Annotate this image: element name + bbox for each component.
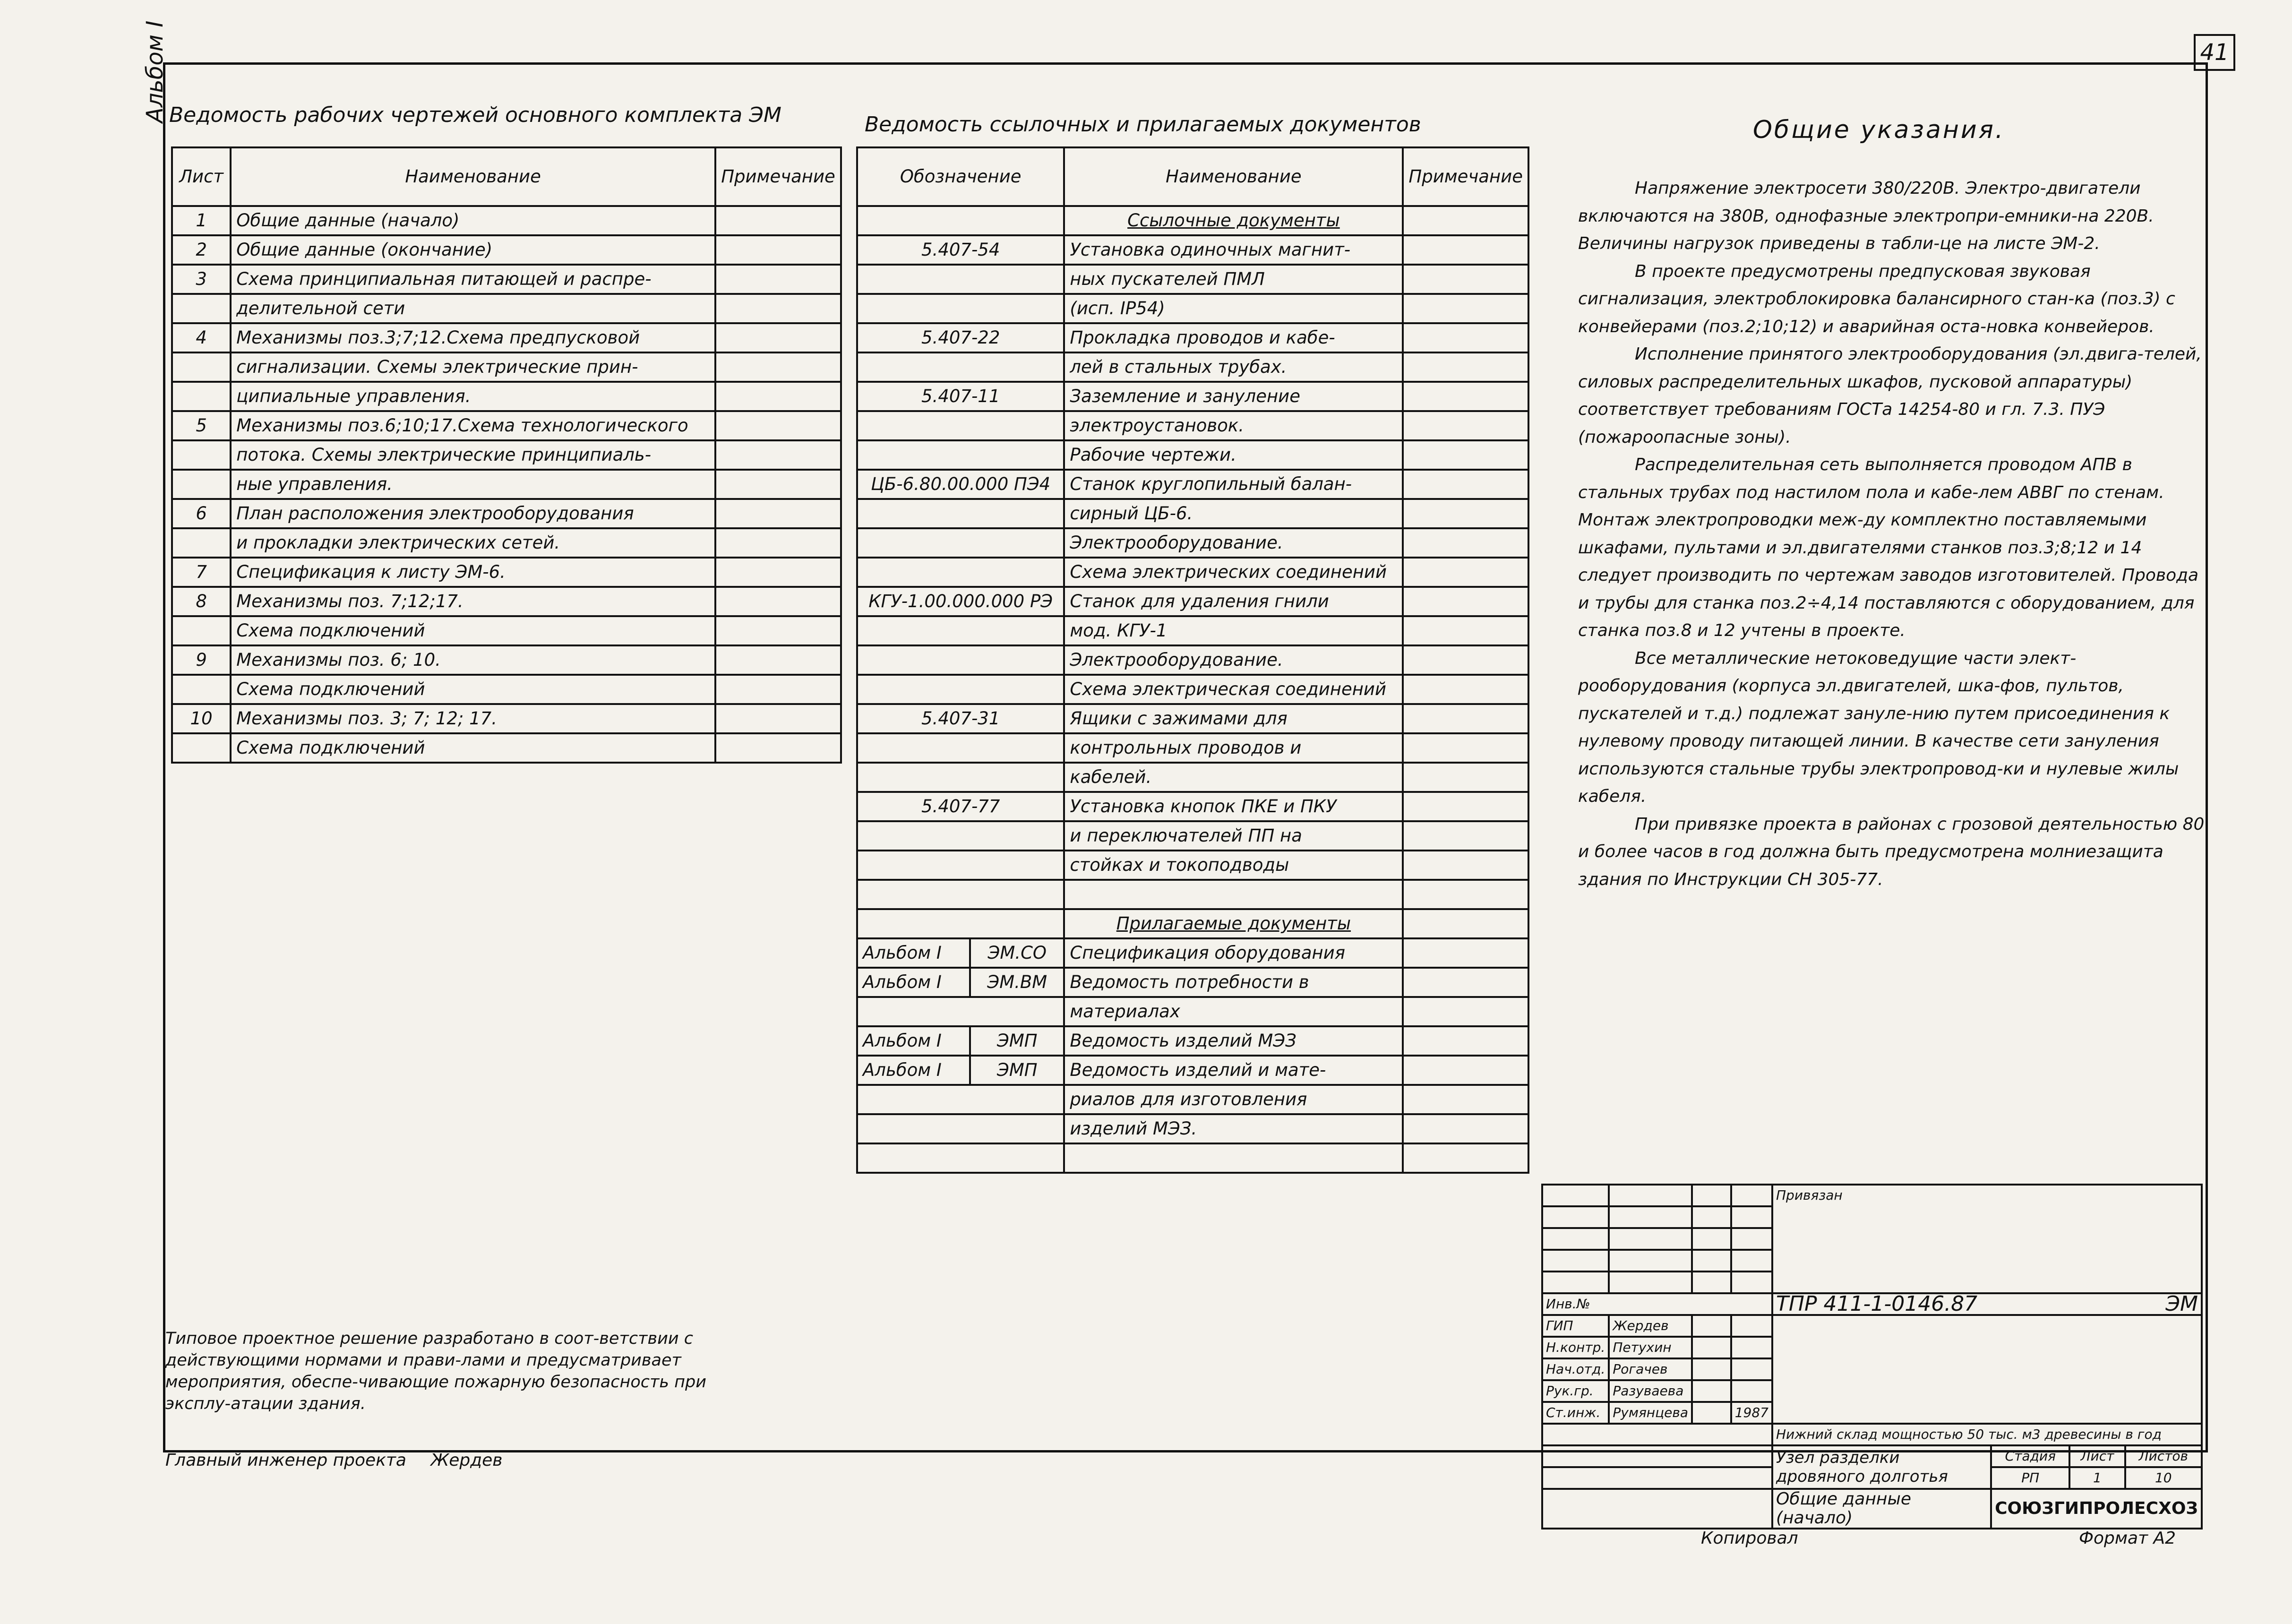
ref-name: Электрооборудование. — [1064, 645, 1403, 675]
table-row — [857, 763, 1528, 792]
table-row — [172, 499, 841, 528]
ref-name: изделий МЭЗ. — [1064, 1114, 1403, 1143]
sheet-name: Общие данные (окончание) — [231, 235, 715, 265]
sheet-list-table — [171, 146, 842, 764]
table-row — [172, 528, 841, 558]
sheet-note — [715, 558, 841, 587]
signature — [1692, 1380, 1731, 1402]
table-row — [172, 352, 841, 382]
table-row — [172, 704, 841, 733]
sheet-number: 4 — [172, 323, 231, 352]
table-row — [857, 1143, 1528, 1173]
ref-code — [857, 440, 1064, 470]
sheet-note — [715, 294, 841, 323]
signature — [1692, 1402, 1731, 1424]
ref-name: сирный ЦБ-6. — [1064, 499, 1403, 528]
ref-code — [857, 1114, 1064, 1143]
role: Рук.гр. — [1542, 1380, 1609, 1402]
chief-engineer — [165, 1451, 502, 1470]
table-row — [172, 558, 841, 587]
ref-code — [857, 1085, 1064, 1114]
ref-code: Альбом I — [857, 968, 970, 997]
ref-code — [857, 675, 1064, 704]
ref-name: Ведомость потребности в — [1064, 968, 1403, 997]
ref-code — [857, 880, 1064, 909]
table-row — [857, 587, 1528, 616]
ref-name: Станок круглопильный балан- — [1064, 470, 1403, 499]
ref-note — [1403, 968, 1528, 997]
signature-row — [1542, 1315, 2202, 1337]
general-note-paragraph: Все металлические нетоковедущие части элект-рооборудования (корпуса эл.двигателей, шка-фов, пультов, пускателей и т.д.) подлежат зануле-нию путем присоединения к нулевому проводу питающей линии. В качестве сети зануления используются стальные трубы электропровод-ки и нулевые жилы кабеля. — [1578, 648, 2179, 806]
ref-name: мод. КГУ-1 — [1064, 616, 1403, 645]
ref-code — [857, 616, 1064, 645]
ref-note — [1403, 792, 1528, 821]
sheet-number: 1 — [172, 206, 231, 235]
sheet-number: 10 — [172, 704, 231, 733]
ref-name: Прокладка проводов и кабе- — [1064, 323, 1403, 352]
title-block — [1541, 1184, 2203, 1529]
sheet-note — [715, 323, 841, 352]
table-row — [857, 382, 1528, 411]
ref-name: Ведомость изделий МЭЗ — [1064, 1026, 1403, 1056]
sheet-name: Механизмы поз. 7;12;17. — [231, 587, 715, 616]
ref-code — [857, 733, 1064, 763]
ref-note — [1403, 265, 1528, 294]
table-row — [857, 323, 1528, 352]
sheet-name: делительной сети — [231, 294, 715, 323]
sheet-note — [715, 499, 841, 528]
sheet-name: Схема подключений — [231, 675, 715, 704]
ref-code: Альбом I — [857, 938, 970, 968]
ref-note — [1403, 1026, 1528, 1056]
ref-code: Альбом I — [857, 1056, 970, 1085]
ref-note — [1403, 440, 1528, 470]
sheet-name: Механизмы поз. 6; 10. — [231, 645, 715, 675]
sheet-number: 2 — [172, 235, 231, 265]
general-notes — [1578, 175, 2206, 894]
signature — [1692, 1358, 1731, 1380]
ref-note — [1403, 733, 1528, 763]
table-row — [857, 1114, 1528, 1143]
sheet-note — [715, 265, 841, 294]
unit-name: Узел разделки дровяного долготья — [1772, 1445, 1991, 1489]
sheet-number: 7 — [172, 558, 231, 587]
ref-code: 5.407-54 — [857, 235, 1064, 265]
table-row — [172, 323, 841, 352]
table-row — [857, 704, 1528, 733]
sheet-name: Механизмы поз.3;7;12.Схема предпусковой — [231, 323, 715, 352]
ref-code — [857, 851, 1064, 880]
ref-name: Установка одиночных магнит- — [1064, 235, 1403, 265]
signature — [1692, 1337, 1731, 1358]
ref-code — [857, 1143, 1064, 1173]
table-row — [172, 440, 841, 470]
sheet-note — [715, 382, 841, 411]
table-row — [857, 499, 1528, 528]
sheet-name: Механизмы поз.6;10;17.Схема технологического — [231, 411, 715, 440]
general-note-paragraph: Напряжение электросети 380/220В. Электро-двигатели включаются на 380В, однофазные электропри-емники-на 220В. Величины нагрузок приведены в табли-це на листе ЭМ-2. — [1578, 179, 2154, 253]
table-row — [172, 675, 841, 704]
ref-code: 5.407-31 — [857, 704, 1064, 733]
ref-code — [857, 821, 1064, 851]
ref-name: кабелей. — [1064, 763, 1403, 792]
ref-code — [857, 558, 1064, 587]
table-row — [172, 411, 841, 440]
table-row — [857, 411, 1528, 440]
doc-mark: ЭМ — [2165, 1293, 2198, 1315]
ref-name: Установка кнопок ПКЕ и ПКУ — [1064, 792, 1403, 821]
ref-name: Ссылочные документы — [1064, 206, 1403, 235]
ref-name: и переключателей ПП на — [1064, 821, 1403, 851]
sheet-name: и прокладки электрических сетей. — [231, 528, 715, 558]
ref-code — [857, 411, 1064, 440]
sheet-note — [715, 733, 841, 763]
ref-list-title: Ведомость ссылочных и прилагаемых документов — [865, 112, 1421, 137]
role: Ст.инж. — [1542, 1402, 1609, 1424]
ref-name: риалов для изготовления — [1064, 1085, 1403, 1114]
sheets-label: Листов — [2125, 1445, 2202, 1467]
sheet-number — [172, 733, 231, 763]
sheet-number: 6 — [172, 499, 231, 528]
sheet-name: Схема принципиальная питающей и распре- — [231, 265, 715, 294]
doc-title: Общие данные (начало) — [1772, 1489, 1991, 1529]
ref-name: контрольных проводов и — [1064, 733, 1403, 763]
organization: СОЮЗГИПРОЛЕСХОЗ — [1991, 1489, 2202, 1529]
table-row — [857, 294, 1528, 323]
ref-code: 5.407-22 — [857, 323, 1064, 352]
table-row — [857, 206, 1528, 235]
ref-note — [1403, 1143, 1528, 1173]
stage-value: РП — [1991, 1467, 2069, 1489]
ref-code: 5.407-11 — [857, 382, 1064, 411]
ref-note — [1403, 675, 1528, 704]
table-row — [172, 587, 841, 616]
role: Нач.отд. — [1542, 1358, 1609, 1380]
ref-note — [1403, 411, 1528, 440]
ref-note — [1403, 352, 1528, 382]
format-label: Формат А2 — [2079, 1529, 2176, 1548]
ref-mark: ЭМП — [970, 1026, 1064, 1056]
table-row — [857, 1056, 1528, 1085]
ref-list-table — [856, 146, 1529, 1174]
table-row — [857, 938, 1528, 968]
table-row — [857, 470, 1528, 499]
ref-note — [1403, 206, 1528, 235]
sheet-name: потока. Схемы электрические принципиаль- — [231, 440, 715, 470]
table-row — [172, 645, 841, 675]
table-row — [857, 1026, 1528, 1056]
role: Н.контр. — [1542, 1337, 1609, 1358]
table-row — [172, 470, 841, 499]
sheet-name: Спецификация к листу ЭМ-6. — [231, 558, 715, 587]
ref-code — [857, 294, 1064, 323]
table-row — [857, 997, 1528, 1026]
ref-mark: ЭМ.ВМ — [970, 968, 1064, 997]
person-name: Румянцева — [1609, 1402, 1692, 1424]
table-row — [857, 851, 1528, 880]
table-row — [172, 616, 841, 645]
col-header: Наименование — [1064, 147, 1403, 206]
ref-code — [857, 206, 1064, 235]
table-row — [857, 880, 1528, 909]
sheet-name: ципиальные управления. — [231, 382, 715, 411]
sheet-number: 3 — [172, 265, 231, 294]
sheet-note — [715, 206, 841, 235]
sheet-note — [715, 675, 841, 704]
table-row — [172, 382, 841, 411]
sheet-note — [715, 352, 841, 382]
ref-code — [857, 528, 1064, 558]
table-row — [172, 265, 841, 294]
sheet-number: 8 — [172, 587, 231, 616]
sheet-value: 1 — [2069, 1467, 2125, 1489]
doc-code: ТПР 411-1-0146.87 — [1776, 1293, 1978, 1315]
table-row — [857, 675, 1528, 704]
table-row — [857, 352, 1528, 382]
ref-name: Станок для удаления гнили — [1064, 587, 1403, 616]
ref-note — [1403, 528, 1528, 558]
sheet-number — [172, 440, 231, 470]
ref-note — [1403, 382, 1528, 411]
sheet-number — [172, 528, 231, 558]
ref-name: Спецификация оборудования — [1064, 938, 1403, 968]
ref-note — [1403, 704, 1528, 733]
table-row — [857, 792, 1528, 821]
ref-name — [1064, 1143, 1403, 1173]
ref-name: Схема электрическая соединений — [1064, 675, 1403, 704]
col-header: Лист — [172, 147, 231, 206]
ref-mark: ЭМ.СО — [970, 938, 1064, 968]
person-name: Разуваева — [1609, 1380, 1692, 1402]
ref-code: КГУ-1.00.000.000 РЭ — [857, 587, 1064, 616]
ref-note — [1403, 323, 1528, 352]
general-note-paragraph: Исполнение принятого электрооборудования (эл.двига-телей, силовых распределительных шкафов, пусковой аппаратуры) соответствует требованиям ГОСТа 14254-80 и гл. 7.3. ПУЭ (пожароопасные зоны). — [1578, 344, 2202, 447]
ref-note — [1403, 821, 1528, 851]
table-row — [857, 616, 1528, 645]
ref-name: Ящики с зажимами для — [1064, 704, 1403, 733]
ref-note — [1403, 938, 1528, 968]
ref-name: ных пускателей ПМЛ — [1064, 265, 1403, 294]
ref-note — [1403, 587, 1528, 616]
sheet-list-title: Ведомость рабочих чертежей основного комплекта ЭМ — [169, 103, 781, 127]
sheet-name: ные управления. — [231, 470, 715, 499]
sheet-note — [715, 528, 841, 558]
date — [1731, 1380, 1772, 1402]
sheet-number — [172, 382, 231, 411]
page-number: 41 — [2194, 34, 2235, 71]
sheet-name: Схема подключений — [231, 616, 715, 645]
col-header: Обозначение — [857, 147, 1064, 206]
sheet-name: Механизмы поз. 3; 7; 12; 17. — [231, 704, 715, 733]
date: 1987 — [1731, 1402, 1772, 1424]
ref-code — [857, 997, 1064, 1026]
date — [1731, 1337, 1772, 1358]
privyazan-cell: Привязан — [1772, 1185, 2202, 1293]
sheet-name: План расположения электрооборудования — [231, 499, 715, 528]
inv-cell: Инв.№ — [1542, 1293, 1772, 1315]
sheet-number: 5 — [172, 411, 231, 440]
ref-name: Ведомость изделий и мате- — [1064, 1056, 1403, 1085]
sheet-number — [172, 294, 231, 323]
sheet-name: Общие данные (начало) — [231, 206, 715, 235]
ref-note — [1403, 851, 1528, 880]
ref-name: (исп. IP54) — [1064, 294, 1403, 323]
ref-name: Схема электрических соединений — [1064, 558, 1403, 587]
sheet-number — [172, 470, 231, 499]
ref-code — [857, 909, 1064, 938]
ref-note — [1403, 470, 1528, 499]
typical-note: Типовое проектное решение разработано в соот-ветствии с действующими нормами и прави-лами и предусматривает мероприятия, обеспе-чивающие пожарную безопасность при эксплу-атации здания. — [165, 1329, 706, 1413]
sheet-note — [715, 470, 841, 499]
ref-code — [857, 763, 1064, 792]
table-row — [172, 733, 841, 763]
person-name: Петухин — [1609, 1337, 1692, 1358]
sheet-name: сигнализации. Схемы электрические прин- — [231, 352, 715, 382]
col-header: Наименование — [231, 147, 715, 206]
sheet-note — [715, 587, 841, 616]
ref-note — [1403, 645, 1528, 675]
general-note-paragraph: При привязке проекта в районах с грозовой деятельностью 80 и более часов в год должна быть предусмотрена молниезащита здания по Инструкции СН 305-77. — [1578, 814, 2205, 889]
chief-engineer-label: Главный инженер проекта — [165, 1451, 406, 1470]
doc-code-row — [1772, 1293, 2202, 1315]
stage-label: Стадия — [1991, 1445, 2069, 1467]
ref-name: стойках и токоподводы — [1064, 851, 1403, 880]
ref-note — [1403, 1085, 1528, 1114]
table-row — [857, 528, 1528, 558]
table-row — [172, 235, 841, 265]
ref-note — [1403, 1114, 1528, 1143]
sheet-note — [715, 704, 841, 733]
ref-note — [1403, 235, 1528, 265]
ref-code — [857, 265, 1064, 294]
sheet-name: Схема подключений — [231, 733, 715, 763]
table-row — [857, 733, 1528, 763]
ref-code: Альбом I — [857, 1026, 970, 1056]
date — [1731, 1315, 1772, 1337]
ref-name: материалах — [1064, 997, 1403, 1026]
table-row — [857, 909, 1528, 938]
ref-note — [1403, 499, 1528, 528]
table-row — [857, 968, 1528, 997]
general-note-paragraph: В проекте предусмотрены предпусковая звуковая сигнализация, электроблокировка балансирного стан-ка (поз.3) с конвейерами (поз.2;10;12) и аварийная оста-новка конвейеров. — [1578, 261, 2175, 336]
ref-code: 5.407-77 — [857, 792, 1064, 821]
ref-code — [857, 645, 1064, 675]
ref-code: ЦБ-6.80.00.000 ПЭ4 — [857, 470, 1064, 499]
role: ГИП — [1542, 1315, 1609, 1337]
ref-name: лей в стальных трубах. — [1064, 352, 1403, 382]
person-name: Жердев — [1609, 1315, 1692, 1337]
date — [1731, 1358, 1772, 1380]
sheet-note — [715, 616, 841, 645]
general-notes-title: Общие указания. — [1753, 116, 2005, 144]
col-header: Примечание — [715, 147, 841, 206]
sheet-note — [715, 411, 841, 440]
signature — [1692, 1315, 1731, 1337]
ref-name: Заземление и зануление — [1064, 382, 1403, 411]
ref-note — [1403, 880, 1528, 909]
copied-label: Копировал — [1701, 1529, 1798, 1548]
ref-note — [1403, 294, 1528, 323]
ref-note — [1403, 909, 1528, 938]
ref-note — [1403, 763, 1528, 792]
ref-name — [1064, 880, 1403, 909]
table-row — [857, 558, 1528, 587]
sheet-note — [715, 645, 841, 675]
table-row — [857, 235, 1528, 265]
ref-mark: ЭМП — [970, 1056, 1064, 1085]
table-row — [172, 294, 841, 323]
ref-code — [857, 499, 1064, 528]
table-row — [857, 1085, 1528, 1114]
sheet-number — [172, 616, 231, 645]
ref-note — [1403, 616, 1528, 645]
table-row — [857, 645, 1528, 675]
table-row — [857, 265, 1528, 294]
album-label: Альбом I — [142, 20, 168, 123]
sheet-note — [715, 440, 841, 470]
ref-code — [857, 352, 1064, 382]
sheet-number — [172, 675, 231, 704]
ref-name: электроустановок. — [1064, 411, 1403, 440]
ref-name: Рабочие чертежи. — [1064, 440, 1403, 470]
ref-name: Прилагаемые документы — [1064, 909, 1403, 938]
sheet-label: Лист — [2069, 1445, 2125, 1467]
ref-note — [1403, 997, 1528, 1026]
chief-engineer-name: Жердев — [430, 1451, 503, 1470]
object-name: Нижний склад мощностью 50 тыс. м3 древесины в год — [1772, 1424, 2202, 1445]
sheet-number: 9 — [172, 645, 231, 675]
col-header: Примечание — [1403, 147, 1528, 206]
table-row — [857, 821, 1528, 851]
table-row — [172, 206, 841, 235]
person-name: Рогачев — [1609, 1358, 1692, 1380]
ref-note — [1403, 1056, 1528, 1085]
table-row — [857, 440, 1528, 470]
sheet-note — [715, 235, 841, 265]
general-note-paragraph: Распределительная сеть выполняется проводом АПВ в стальных трубах под настилом пола и кабе-лем АВВГ по стенам. Монтаж электропроводки меж-ду комплектно поставляемыми шкафами, пультами и эл.двигателями станков поз.3;8;12 и 14 следует производить по чертежам заводов изготовителей. Провода и трубы для станка поз.2÷4,14 поставляются с оборудованием, для станка поз.8 и 12 учтены в проекте. — [1578, 455, 2199, 640]
sheets-value: 10 — [2125, 1467, 2202, 1489]
ref-note — [1403, 558, 1528, 587]
sheet-number — [172, 352, 231, 382]
ref-name: Электрооборудование. — [1064, 528, 1403, 558]
